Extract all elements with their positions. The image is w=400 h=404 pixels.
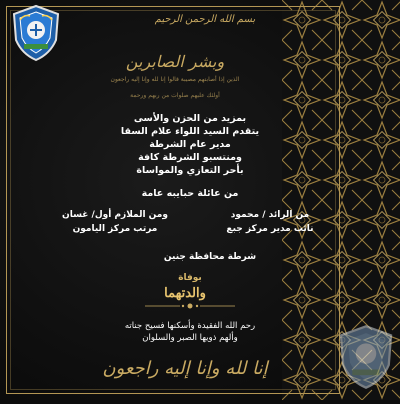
message-line: مدير عام الشرطة [149, 139, 231, 150]
prayer-line: وألهم ذويها الصبر والسلوان [142, 333, 238, 343]
divider-ornament-icon [140, 302, 240, 310]
verse-detail-secondary: أولئك عليهم صلوات من ربهم ورحمة [130, 92, 220, 99]
officer-name: ومن الملازم أول/ غسان [62, 210, 168, 220]
left-officer-block [40, 208, 190, 236]
officer-name: من الرائد / محمود [230, 210, 310, 220]
police-emblem-icon [10, 4, 62, 62]
message-line: بمزيد من الحزن والأسى [133, 113, 247, 124]
basmala-calligraphy: بسم الله الرحمن الرحيم [154, 14, 256, 25]
message-line: يتقدم السيد اللواء علام السقا [120, 126, 260, 137]
message-line: بأحر التعازي والمواساة [136, 165, 244, 176]
verse-detail: الذين إذا أصابتهم مصيبة قالوا إنا لله وإنا إليه راجعون [110, 76, 240, 83]
station-name: شرطة محافظة جنين [163, 252, 257, 262]
police-emblem-watermark-icon [336, 324, 396, 390]
prayer-line: رحم الله الفقيدة وأسكنها فسيح جناته [124, 321, 256, 331]
prayer-text [40, 320, 340, 344]
officer-title: نائب مدير مركز جبع [226, 224, 314, 234]
right-officer-block [195, 208, 345, 236]
message-line: ومنتسبو الشرطة كافة [138, 152, 242, 163]
wafat-label: بوفاة [178, 273, 202, 283]
deceased-label: والدتهما [164, 286, 206, 301]
condolence-message [60, 112, 320, 177]
officer-title: مرتب مركز اليامون [72, 224, 158, 234]
family-name: من عائلة حبايبه عامة [141, 188, 239, 199]
verse-calligraphy: وبشر الصابرين [125, 52, 225, 71]
ending-verse-calligraphy: إنا لله وإنا إليه راجعون [102, 358, 268, 379]
